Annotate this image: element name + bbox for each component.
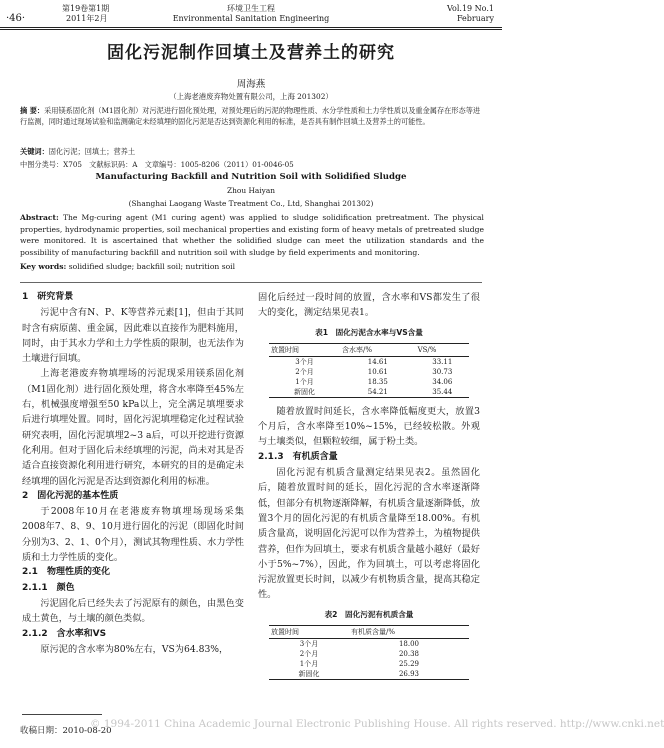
abstract-zh — [20, 105, 484, 127]
volume-issue-en: Vol.19 No.1 — [447, 4, 494, 13]
table-header-cell: 放置时间 — [271, 628, 299, 637]
table-cell: 14.61 — [367, 357, 388, 366]
abstract-zh-text: 采用镁系固化剂（M1固化剂）对污泥进行固化预处理，对预处理后的污泥的物理性质、水分学性质和土力学性质以及重金属存在形态等进行监测，同时通过现场试验和监测确定未经填埋的固化污泥是否达到资源化利用的标准，是否具有制作回填土及营养土的可能性。 — [20, 106, 481, 127]
author-zh: 周海燕 — [236, 79, 266, 90]
table-header-cell: 放置时间 — [271, 345, 299, 354]
body-paragraph: 于2008年10月在老港废弃物填埋场现场采集2008年7、8、9、10月进行固化的污泥（即固化时间分别为3、2、1、0个月），测试其物理性质、水力学性质和土力学性质的变化。 — [22, 506, 244, 564]
journal-name-zh: 环境卫生工程 — [227, 4, 275, 13]
table-row — [269, 649, 469, 659]
body-paragraph: 污泥固化后已经失去了污泥原有的颜色，由黑色变成土黄色，与土壤的颜色类似。 — [22, 597, 244, 625]
body-paragraph: 固化污泥有机质含量测定结果见表2。虽然固化后，随着放置时间的延长，固化污泥的含水率逐渐降低，但部分有机物逐渐降解，有机质含量逐渐降低，放置3个月的固化污泥的有机质含量降至18.00%。有机质含量高，说明固化污泥可以作为营养土，为植物提供营养，但作为回填土，要求有机质含量越小越好（最好小于5%~7%），因此，作为回填土，可以考虑将固化污泥放置更长时间，以减少有机物质含量，提高其稳定性。 — [258, 467, 480, 601]
section-heading: 2.1.3 有机质含量 — [258, 451, 338, 462]
table-cell: 1个月 — [299, 660, 319, 669]
abstract-divider — [20, 282, 482, 283]
table-cell: 新固化 — [294, 387, 316, 396]
body-paragraph: 随着放置时间延长，含水率降低幅度更大，放置3个月后，含水率降至10%~15%，已经较松散。外观与土壤类似，但颗粒较细，属于粉土类。 — [258, 405, 480, 448]
affiliation-en: (Shanghai Laogang Waste Treatment Co., Ltd, Shanghai 201302) — [128, 199, 374, 208]
keywords-en — [20, 261, 484, 273]
volume-issue-zh: 第19卷第1期 — [62, 4, 110, 13]
journal-name-en: Environmental Sanitation Engineering — [172, 14, 330, 23]
table-cell: 1个月 — [295, 377, 314, 386]
table-cell: 25.29 — [398, 660, 420, 669]
table2 — [269, 625, 469, 680]
table1 — [269, 343, 469, 398]
body-paragraph: 固化后经过一段时间的放置，含水率和VS都发生了很大的变化，测定结果见表1。 — [258, 292, 480, 319]
title-en: Manufacturing Backfill and Nutrition Soil with Solidified Sludge — [95, 172, 407, 182]
affiliation-zh: （上海老港废弃物处置有限公司，上海 201302） — [169, 92, 333, 101]
table-row — [269, 659, 469, 669]
table-row — [269, 387, 469, 398]
abstract-en-label: Abstract: — [20, 213, 59, 222]
body-paragraph: 原污泥的含水率为80%左右，VS为64.83%， — [40, 643, 229, 655]
abstract-en — [20, 212, 484, 258]
body-left-column — [22, 290, 244, 657]
page-number: ·46· — [6, 13, 26, 24]
table-cell: 34.06 — [432, 377, 453, 386]
table-cell: 18.35 — [367, 377, 388, 386]
section-heading: 2.1.2 含水率和VS — [22, 628, 107, 639]
keywords-zh-text: 固化污泥；回填土；营养土 — [48, 147, 136, 156]
table-cell: 2个月 — [295, 367, 314, 376]
table-cell: 20.38 — [398, 650, 420, 659]
table-row — [269, 669, 469, 680]
author-en: Zhou Haiyan — [226, 186, 275, 195]
table-cell: 3个月 — [295, 357, 314, 366]
keywords-zh — [20, 146, 484, 157]
table-cell: 26.93 — [398, 670, 420, 679]
date-zh: 2011年2月 — [66, 14, 108, 23]
keywords-en-label: Key words: — [20, 262, 67, 271]
section-heading: 2 固化污泥的基本性质 — [22, 490, 119, 501]
table-cell: 2个月 — [299, 650, 319, 659]
table-cell: 35.44 — [432, 387, 453, 396]
table-cell: 新固化 — [298, 670, 320, 679]
header-rule — [0, 27, 502, 28]
table-row — [269, 356, 469, 367]
received-date: 收稿日期：2010-08-20 — [20, 726, 112, 736]
section-heading: 1 研究背景 — [22, 292, 74, 302]
body-paragraph: 污泥中含有N、P、K等营养元素[1]，但由于其同时含有病原菌、重金属，因此难以直接作为肥料施用，同时，由于其水力学和土力学性质的限制，也无法作为土壤进行回填。 — [22, 307, 244, 365]
table-row — [269, 377, 469, 387]
month-en: February — [456, 14, 494, 23]
body-paragraph: 上海老港废弃物填埋场的污泥现采用镁系固化剂（M1固化剂）进行固化预处理，将含水率降至45%左右，机械强度增强至50 kPa以上，完全满足填埋要求后进行填埋处置。同时，固化污泥填埋稳定化过程试验研究表明，固化污泥填埋2~3 a后，可以开挖进行资源化利用。但对于固化后未经填埋的污泥，尚未对其是否适合直接资源化利用进行研究，本研究的目的是确定未经填埋的固化污泥是否达到资源化利用的标准。 — [22, 368, 244, 487]
table1-caption: 表1 固化污泥含水率与VS含量 — [315, 327, 423, 337]
table-row — [269, 367, 469, 377]
table-header-cell: 有机质含量/% — [350, 628, 395, 637]
table-cell: 3个月 — [299, 640, 319, 649]
table-header-cell: VS/% — [417, 345, 437, 354]
section-heading: 2.1 物理性质的变化 — [22, 567, 110, 578]
copyright-watermark: © 1994-2011 China Academic Journal Electronic Publishing House. All rights reserved. http://www.cnki.net — [90, 718, 664, 730]
footer-rule — [22, 714, 102, 715]
abstract-zh-label: 摘 要： — [20, 106, 45, 115]
table-cell: 10.61 — [367, 367, 388, 376]
table-cell: 18.00 — [398, 640, 420, 649]
abstract-en-text: The Mg-curing agent (M1 curing agent) was applied to sludge solidification pretreatment. The physical properties, hydrodynamic properties, soil mechanical properties and existing form of heavy metals of pretreated sludge were monitored. It is ascertained that whether the solidified sludge can meet the utilization standards and the possibility of manufacturing backfill and nutrition soil with sludge by field experiments and monitoring. — [20, 213, 484, 257]
classification-line: 中图分类号：X705 文献标识码：A 文章编号：1005-8206（2011）01-0046-05 — [20, 160, 294, 169]
paper-title: 固化污泥制作回填土及营养土的研究 — [107, 43, 395, 63]
table-header-cell: 含水率/% — [342, 345, 373, 354]
keywords-en-text: solidified sludge; backfill soil; nutrition soil — [68, 262, 236, 271]
table-header-row — [269, 626, 469, 639]
section-heading: 2.1.1 颜色 — [22, 582, 75, 593]
table-cell: 54.21 — [367, 387, 388, 396]
keywords-zh-label: 关键词： — [20, 147, 49, 156]
table-row — [269, 639, 469, 650]
table-cell: 33.11 — [432, 357, 453, 366]
table2-caption: 表2 固化污泥有机质含量 — [324, 609, 414, 619]
body-right-column — [258, 290, 480, 680]
header-rule-2 — [0, 29, 502, 30]
table-cell: 30.73 — [432, 367, 453, 376]
table-header-row — [269, 343, 469, 356]
